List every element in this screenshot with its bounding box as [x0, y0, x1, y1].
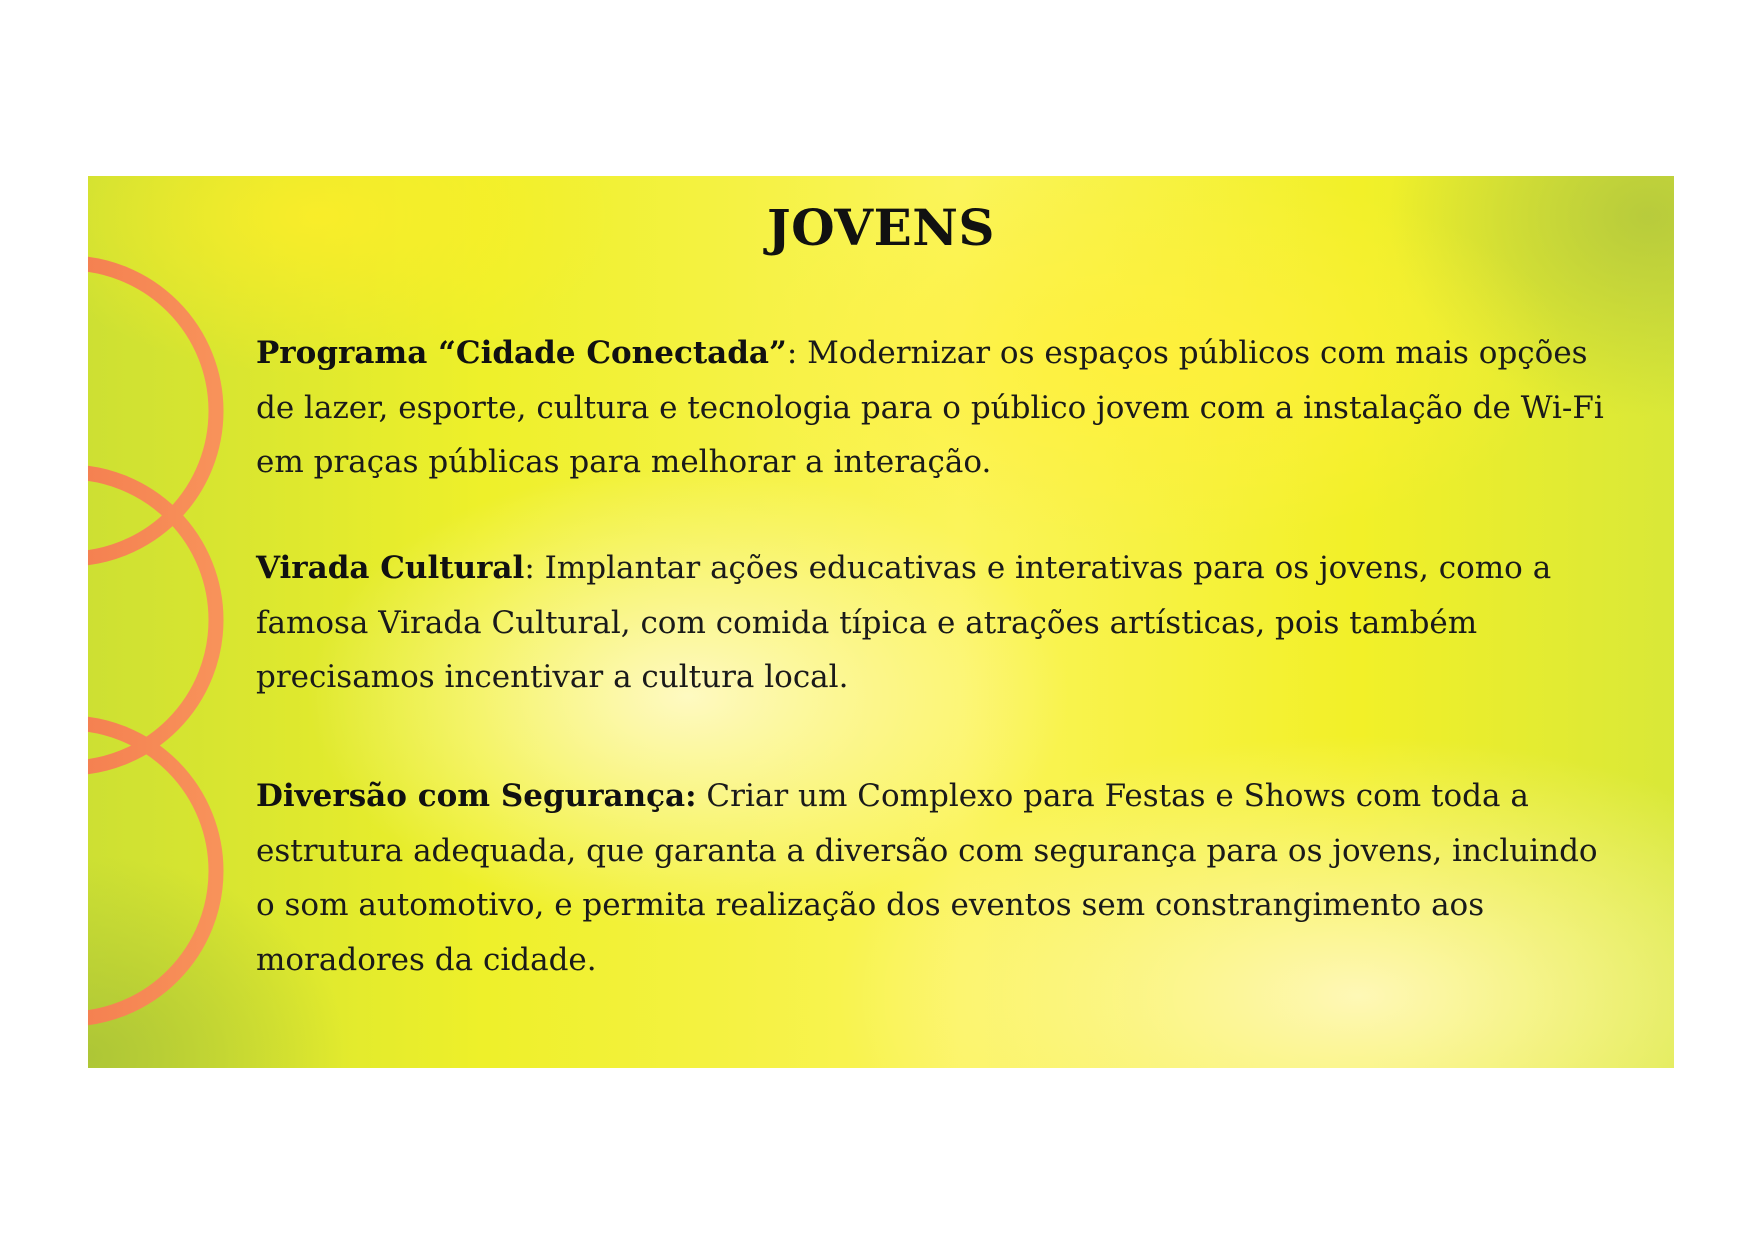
paragraph-lead: Diversão com Segurança:: [256, 778, 697, 814]
ring-top: [88, 263, 216, 559]
paragraph-text: Criar um Complexo para Festas e Shows com toda a estrutura adequada, que garanta a diversão com segurança para os jovens, incluindo o som automotivo, e permita realização dos eventos sem constrangimento aos moradores da cidade.: [256, 778, 1598, 978]
page-title: JOVENS: [766, 198, 996, 257]
paragraph-diversao-seguranca: [256, 769, 1626, 987]
paragraph-text: : Modernizar os espaços públicos com mais opções de lazer, esporte, cultura e tecnologia para o público jovem com a instalação de Wi-Fi em praças públicas para melhorar a interação.: [256, 335, 1604, 480]
paragraph-cidade-conectada: [256, 326, 1626, 490]
paragraph-virada-cultural: [256, 541, 1626, 705]
slide: [88, 176, 1674, 1068]
paragraph-lead: Programa “Cidade Conectada”: [256, 335, 787, 371]
paragraph-text: : Implantar ações educativas e interativas para os jovens, como a famosa Virada Cultural, com comida típica e atrações artísticas, pois também precisamos incentivar a cultura local.: [256, 550, 1552, 695]
paragraph-lead: Virada Cultural: [256, 550, 525, 586]
